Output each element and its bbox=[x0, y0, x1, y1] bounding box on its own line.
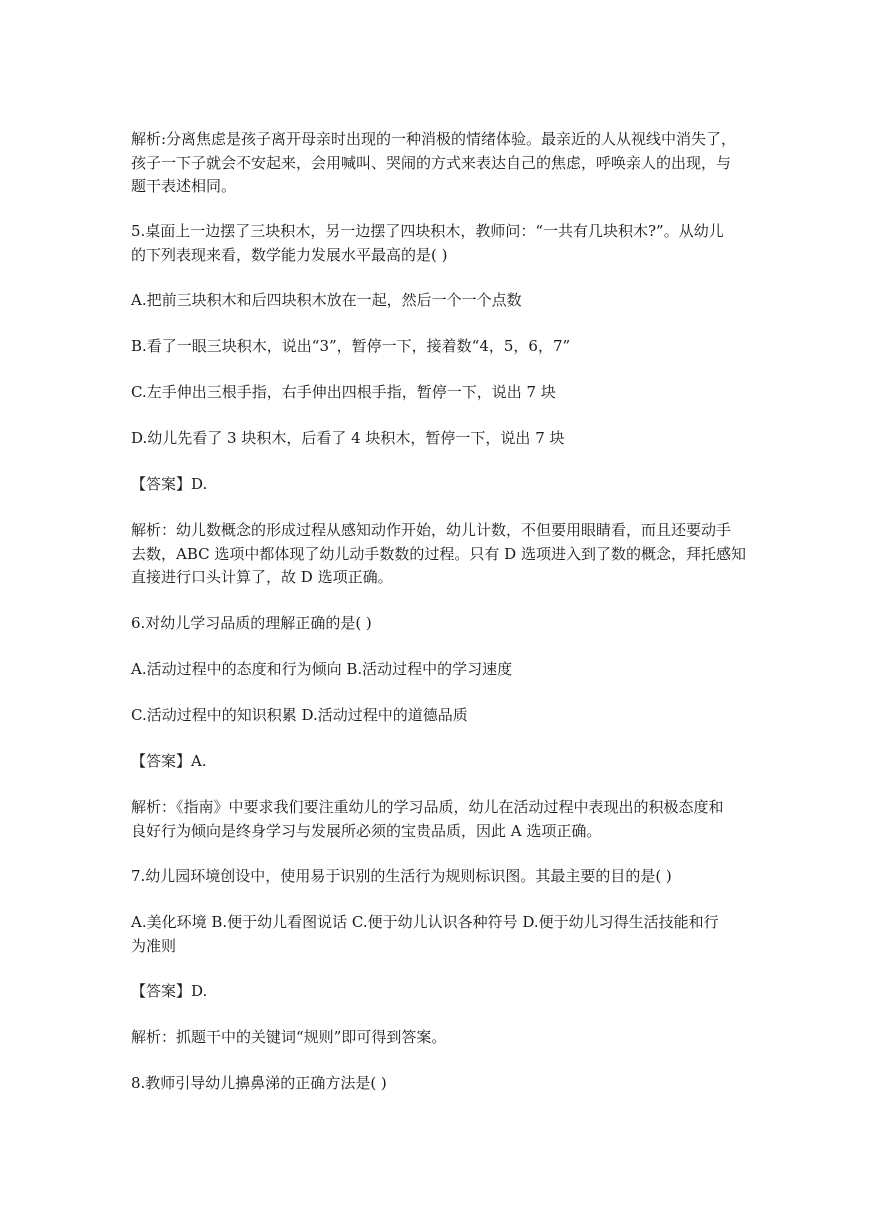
text-line: 题干表述相同。 bbox=[131, 177, 237, 195]
text-line: 解析:分离焦虑是孩子离开母亲时出现的一种消极的情绪体验。最亲近的人从视线中消失了， bbox=[131, 130, 737, 148]
text-line: A.美化环境 B.便于幼儿看图说话 C.便于幼儿认识各种符号 D.便于幼儿习得生活技能和行 bbox=[131, 913, 719, 931]
options-6-ab bbox=[131, 658, 512, 682]
text-line: D.幼儿先看了 3 块积木，后看了 4 块积木，暂停一下，说出 7 块 bbox=[131, 429, 565, 447]
text-line: 【答案】A. bbox=[131, 752, 207, 770]
option-b bbox=[131, 335, 570, 359]
text-line: 解析：《指南》中要求我们要注重幼儿的学习品质，幼儿在活动过程中表现出的积极态度和 bbox=[131, 798, 724, 816]
question-5 bbox=[131, 220, 724, 267]
text-line: 良好行为倾向是终身学习与发展所必须的宝贵品质，因此 A 选项正确。 bbox=[131, 821, 602, 840]
text-line: 孩子一下子就会不安起来，会用喊叫、哭闹的方式来表达自己的焦虑，呼唤亲人的出现，与 bbox=[131, 153, 732, 172]
text-line: 去数，ABC 选项中都体现了幼儿动手数数的过程。只有 D 选项进入到了数的概念，拜托感知 bbox=[131, 544, 746, 563]
text-line: B.看了一眼三块积木，说出“3”，暂停一下，接着数“4，5，6，7” bbox=[131, 337, 571, 355]
explanation-7 bbox=[131, 1026, 446, 1050]
text-line: 的下列表现来看，数学能力发展水平最高的是( ) bbox=[131, 245, 448, 264]
answer-7 bbox=[131, 980, 207, 1004]
question-7 bbox=[131, 865, 672, 889]
text-line: A.把前三块积木和后四块积木放在一起，然后一个一个点数 bbox=[131, 291, 522, 309]
text-line: 6.对幼儿学习品质的理解正确的是( ) bbox=[131, 614, 372, 632]
text-line: 7.幼儿园环境创设中，使用易于识别的生活行为规则标识图。其最主要的目的是( ) bbox=[131, 867, 672, 885]
option-d bbox=[131, 427, 565, 451]
explanation-5 bbox=[131, 519, 746, 590]
text-line: 解析：幼儿数概念的形成过程从感知动作开始，幼儿计数，不但要用眼睛看，而且还要动手 bbox=[131, 521, 732, 539]
text-line: 为准则 bbox=[131, 936, 177, 955]
option-a bbox=[131, 289, 522, 313]
text-line: 解析：抓题干中的关键词“规则”即可得到答案。 bbox=[131, 1028, 447, 1046]
explanation-6 bbox=[131, 796, 724, 843]
text-line: 【答案】D. bbox=[131, 475, 208, 493]
text-line: 8.教师引导幼儿擤鼻涕的正确方法是( ) bbox=[131, 1074, 387, 1092]
text-line: A.活动过程中的态度和行为倾向 B.活动过程中的学习速度 bbox=[131, 660, 513, 678]
options-6-cd bbox=[131, 704, 468, 728]
options-7 bbox=[131, 911, 719, 958]
answer-5 bbox=[131, 473, 207, 497]
text-line: 【答案】D. bbox=[131, 982, 208, 1000]
text-line: 直接进行口头计算了，故 D 选项正确。 bbox=[131, 568, 393, 586]
text-line: 5.桌面上一边摆了三块积木，另一边摆了四块积木，教师问：“一共有几块积木?”。从幼儿 bbox=[131, 222, 724, 240]
question-8 bbox=[131, 1072, 387, 1096]
question-6 bbox=[131, 612, 372, 636]
option-c bbox=[131, 381, 556, 405]
text-line: C.左手伸出三根手指，右手伸出四根手指，暂停一下，说出 7 块 bbox=[131, 383, 556, 401]
explanation-paragraph bbox=[131, 128, 736, 199]
text-line: C.活动过程中的知识积累 D.活动过程中的道德品质 bbox=[131, 706, 468, 724]
answer-6 bbox=[131, 750, 207, 774]
